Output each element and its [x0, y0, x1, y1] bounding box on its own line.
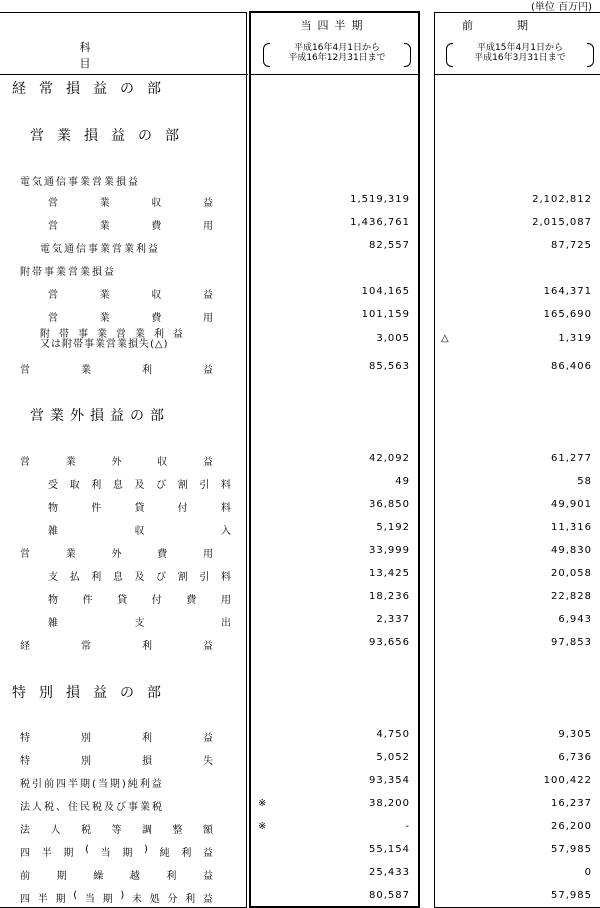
previous-value: 6,943: [558, 614, 592, 625]
row-label: 営 業 外 収 益: [20, 457, 213, 468]
row-label: 法人税、住民税及び事業税: [20, 802, 164, 813]
previous-value: 1,319: [558, 333, 592, 344]
row-label: 法 人 税 等 調 整 額: [20, 825, 213, 836]
previous-value: 97,853: [551, 637, 592, 648]
section-special: 特別損益の部: [12, 685, 174, 701]
previous-value: 22,828: [551, 591, 592, 602]
table-row: [0, 844, 600, 858]
table-row: [0, 453, 600, 467]
previous-value: 49,901: [551, 499, 592, 510]
previous-value: 86,406: [551, 361, 592, 372]
note-mark: ※: [258, 798, 267, 809]
table-row: [0, 173, 600, 187]
table-row: [0, 263, 600, 277]
current-value: 1,436,761: [350, 217, 410, 228]
row-label: 物 件 貸 付 費 用: [48, 595, 231, 606]
previous-value: 2,015,087: [532, 217, 592, 228]
row-label: 附帯事業営業損益: [20, 267, 116, 278]
section-operating: 営業損益の部: [30, 128, 192, 144]
table-row: [0, 821, 600, 835]
current-value: 55,154: [369, 844, 410, 855]
table-row: [0, 729, 600, 743]
row-label: 受 取 利 息 及 び 割 引 料: [48, 480, 231, 491]
table-row: [0, 329, 600, 350]
row-label: 営 業 収 益: [48, 290, 213, 301]
table-row: [0, 637, 600, 651]
current-header: 当四半期: [300, 19, 369, 32]
current-value: 104,165: [361, 286, 410, 297]
previous-value: 57,985: [551, 890, 592, 901]
negative-mark: △: [441, 333, 449, 344]
header-divider: [250, 74, 419, 75]
previous-value: 0: [584, 867, 592, 878]
current-value: 82,557: [369, 240, 410, 251]
table-row: [0, 240, 600, 254]
current-value: -: [405, 821, 410, 832]
row-label: 電気通信事業営業損益: [20, 177, 140, 188]
section-non-operating: 営業外損益の部: [30, 408, 170, 424]
current-value: 36,850: [369, 499, 410, 510]
table-row: [0, 499, 600, 513]
current-value: 42,092: [369, 453, 410, 464]
unit-note: (単位 百万円): [531, 2, 592, 13]
row-label: 経 常 利 益: [20, 641, 213, 652]
current-value: 49: [395, 476, 410, 487]
current-value: 5,192: [376, 522, 410, 533]
current-value: 4,750: [376, 729, 410, 740]
current-period: 平成16年4月1日から 平成16年12月31日まで: [267, 43, 407, 63]
current-value: 93,354: [369, 775, 410, 786]
row-label: 雑 支 出: [48, 618, 231, 629]
previous-value: 11,316: [551, 522, 592, 533]
table-row: [0, 752, 600, 766]
table-row: [0, 286, 600, 300]
section-ordinary: 経常損益の部: [12, 81, 174, 97]
table-row: [0, 217, 600, 231]
previous-value: 16,237: [551, 798, 592, 809]
table-row: [0, 545, 600, 559]
row-label: 営 業 利 益: [20, 365, 213, 376]
previous-value: 2,102,812: [532, 194, 592, 205]
current-value: 101,159: [361, 309, 410, 320]
table-row: [0, 591, 600, 605]
table-row: [0, 890, 600, 904]
previous-value: 58: [577, 476, 592, 487]
previous-value: 6,736: [558, 752, 592, 763]
previous-value: 26,200: [551, 821, 592, 832]
previous-value: 9,305: [558, 729, 592, 740]
previous-value: 165,690: [543, 309, 592, 320]
table-row: [0, 309, 600, 323]
row-label: 特 別 損 失: [20, 756, 213, 767]
row-label: 前 期 繰 越 利 益: [20, 871, 213, 882]
previous-value: 87,725: [551, 240, 592, 251]
table-row: [0, 775, 600, 789]
current-value: 13,425: [369, 568, 410, 579]
subject-header: 科目: [79, 41, 181, 70]
previous-value: 49,830: [551, 545, 592, 556]
row-label: 支 払 利 息 及 び 割 引 料: [48, 572, 231, 583]
row-label: 営 業 費 用: [48, 221, 213, 232]
current-value: 85,563: [369, 361, 410, 372]
current-value: 93,656: [369, 637, 410, 648]
current-value: 38,200: [369, 798, 410, 809]
row-label: 附帯事業営業利益 又は附帯事業営業損失(△): [40, 329, 192, 350]
current-value: 2,337: [376, 614, 410, 625]
row-label: 雑 収 入: [48, 526, 231, 537]
row-label: 営 業 外 費 用: [20, 549, 213, 560]
current-value: 25,433: [369, 867, 410, 878]
table-row: [0, 867, 600, 881]
row-label: 税引前四半期(当期)純利益: [20, 779, 164, 790]
row-label: 特 別 利 益: [20, 733, 213, 744]
previous-value: 20,058: [551, 568, 592, 579]
previous-value: 57,985: [551, 844, 592, 855]
row-label: 物 件 貸 付 料: [48, 503, 231, 514]
note-mark: ※: [258, 821, 267, 832]
current-value: 80,587: [369, 890, 410, 901]
previous-value: 100,422: [543, 775, 592, 786]
current-value: 1,519,319: [350, 194, 410, 205]
row-label: 営 業 収 益: [48, 198, 213, 209]
previous-header: 前期: [462, 19, 572, 32]
header-divider: [0, 74, 248, 75]
current-value: 5,052: [376, 752, 410, 763]
row-label: 電気通信事業営業利益: [40, 244, 160, 255]
table-row: [0, 361, 600, 375]
table-row: [0, 194, 600, 208]
table-row: [0, 568, 600, 582]
table-row: [0, 476, 600, 490]
current-value: 3,005: [376, 333, 410, 344]
row-label: 営 業 費 用: [48, 313, 213, 324]
row-label: 四 半 期 ( 当 期 ) 未 処 分 利 益: [20, 890, 213, 905]
current-value: 33,999: [369, 545, 410, 556]
table-row: [0, 614, 600, 628]
current-value: 18,236: [369, 591, 410, 602]
previous-period: 平成15年4月1日から 平成16年3月31日まで: [450, 43, 590, 63]
row-label: 四 半 期 ( 当 期 ) 純 利 益: [20, 844, 213, 859]
header-divider: [434, 74, 600, 75]
table-row: [0, 522, 600, 536]
previous-value: 61,277: [551, 453, 592, 464]
previous-value: 164,371: [543, 286, 592, 297]
table-row: [0, 798, 600, 812]
